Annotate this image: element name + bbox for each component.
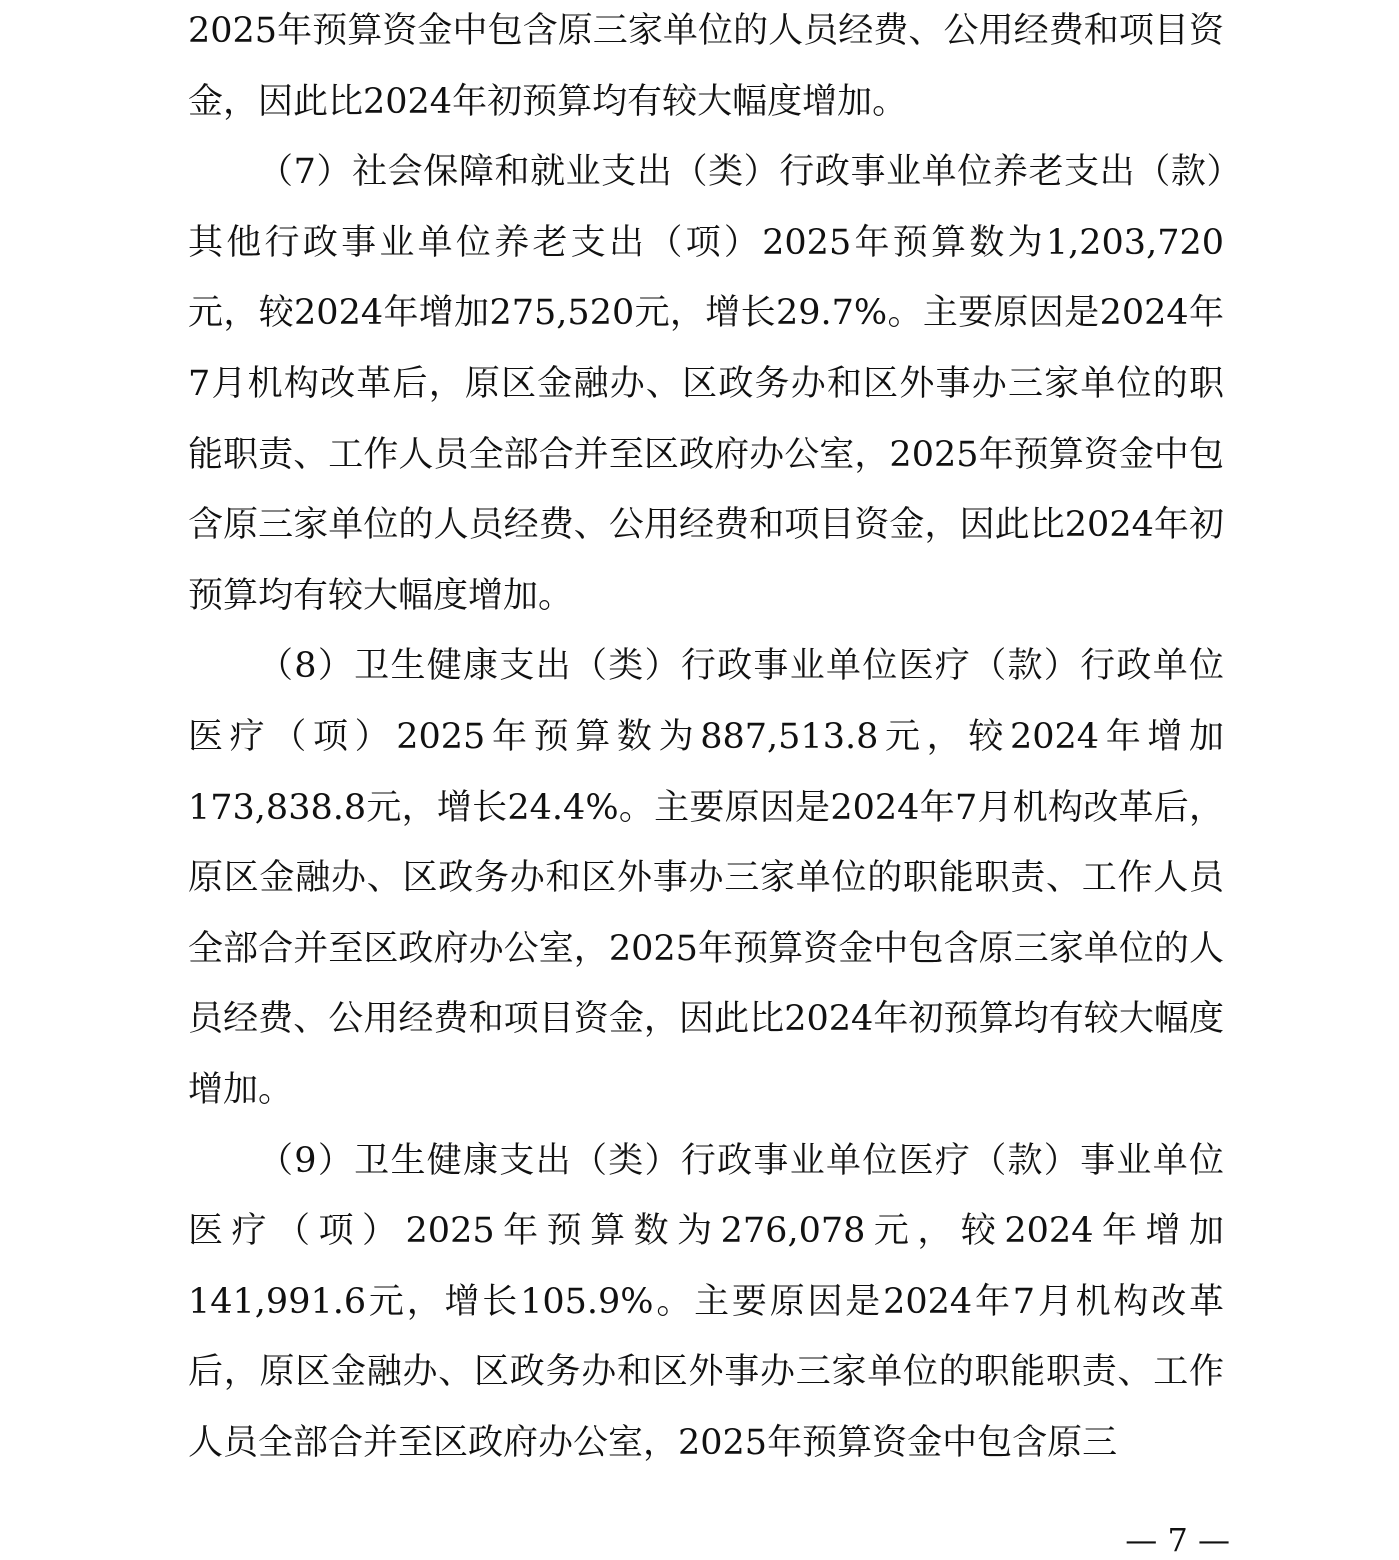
paragraph-continuation: 2025年预算资金中包含原三家单位的人员经费、公用经费和项目资金，因此比2024年初预算均有较大幅度增加。 xyxy=(188,11,1224,122)
paragraph-item-8: （8）卫生健康支出（类）行政事业单位医疗（款）行政单位医疗（项）2025年预算数为887,513.8元，较2024年增加173,838.8元，增长24.4%。主要原因是2024年7月机构改革后，原区金融办、区政务办和区外事办三家单位的职能职责、工作人员全部合并至区政府办公室，2025年预算资金中包含原三家单位的人员经费、公用经费和项目资金，因此比2024年初预算均有较大幅度增加。 xyxy=(188,646,1224,1110)
paragraph-item-9: （9）卫生健康支出（类）行政事业单位医疗（款）事业单位医疗（项）2025年预算数为276,078元，较2024年增加141,991.6元，增长105.9%。主要原因是2024年7月机构改革后，原区金融办、区政务办和区外事办三家单位的职能职责、工作人员全部合并至区政府办公室，2025年预算资金中包含原三 xyxy=(188,1140,1224,1463)
body-text xyxy=(188,0,1224,1478)
paragraph-item-7: （7）社会保障和就业支出（类）行政事业单位养老支出（款）其他行政事业单位养老支出（项）2025年预算数为1,203,720元，较2024年增加275,520元，增长29.7%。主要原因是2024年7月机构改革后，原区金融办、区政务办和区外事办三家单位的职能职责、工作人员全部合并至区政府办公室，2025年预算资金中包含原三家单位的人员经费、公用经费和项目资金，因此比2024年初预算均有较大幅度增加。 xyxy=(188,152,1224,616)
page-number: — 7 — xyxy=(1125,1521,1230,1559)
